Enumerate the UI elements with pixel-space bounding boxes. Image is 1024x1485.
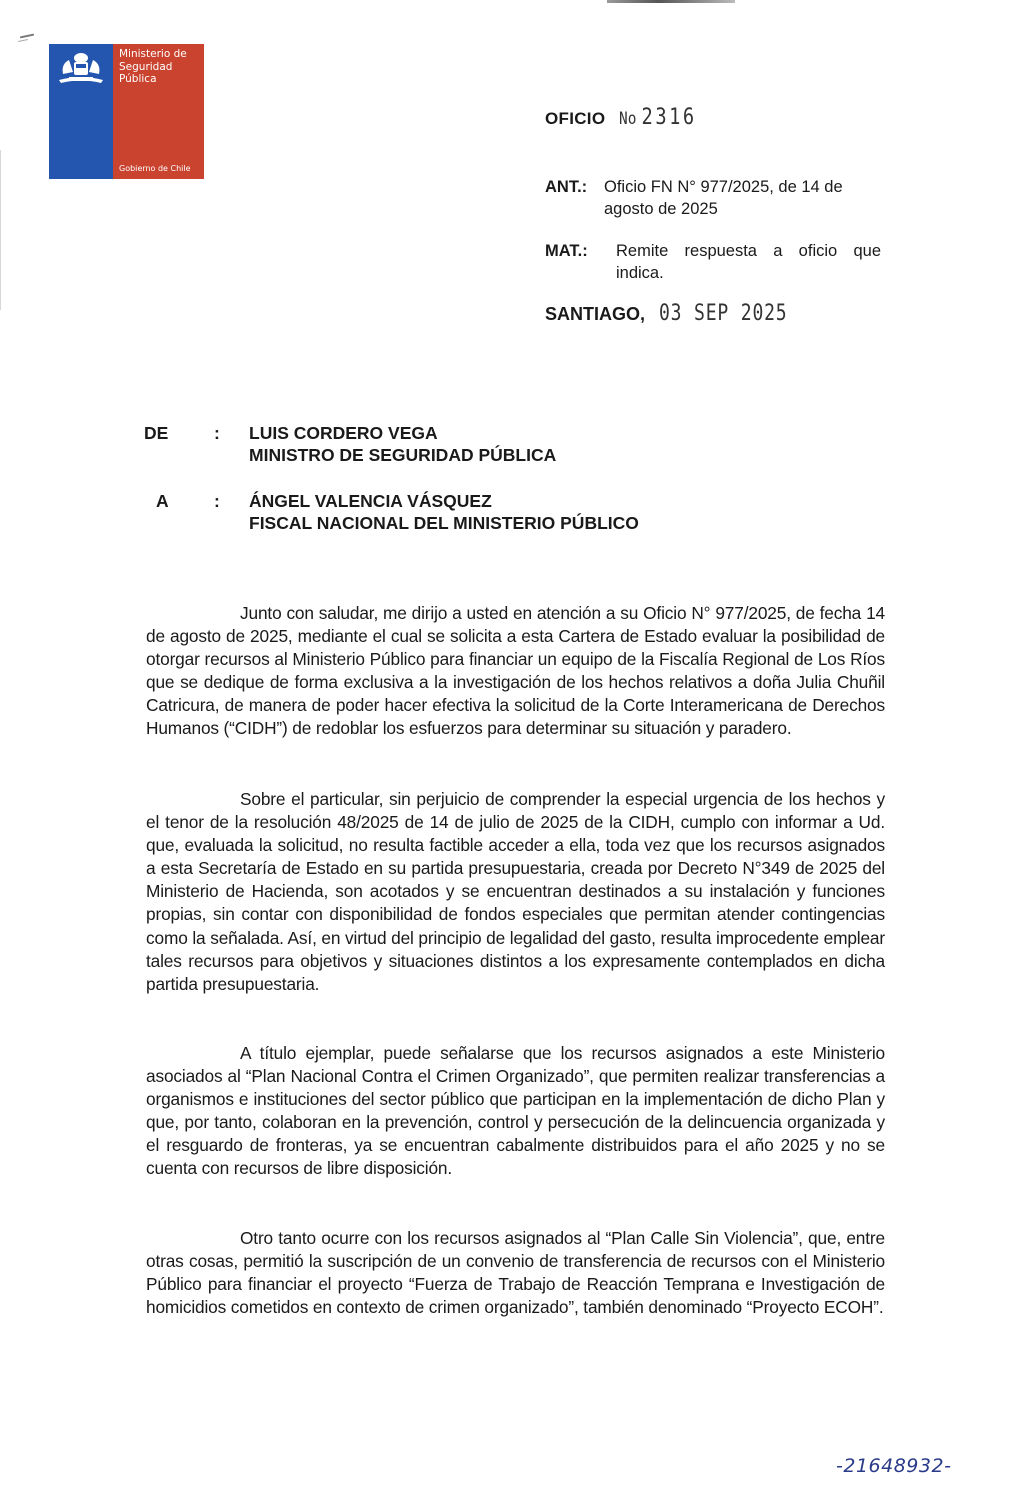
scan-artifact-top [607,0,735,3]
paragraph-text: Junto con saludar, me dirijo a usted en atención a su Oficio N° 977/2025, de fecha 14 de agosto de 2025, mediante el cual se solicita a esta Cartera de Estado evaluar la posibilidad de otorgar recursos al Ministerio Público para financiar un equipo de la Fiscalía Regional de Los Ríos que se dedique de forma exclusiva a la investigación de los hechos relativos a doña Julia Chuñil Catricura, de manera de poder hacer efectiva la solicitud de la Corte Interamericana de Derechos Humanos (“CIDH”) de redoblar los esfuerzos para determinar su situación y paradero. [146,603,885,739]
body-paragraph-1 [146,602,885,741]
ministry-logo [49,44,204,179]
sender-name: LUIS CORDERO VEGA [249,423,438,443]
body-paragraph-2 [146,788,885,996]
oficio-label: OFICIO [545,109,606,128]
recipient-block [144,490,639,534]
sender-label: DE [144,423,169,443]
oficio-number-line [545,105,711,130]
place-date-line [545,301,816,326]
sender-block [144,422,556,466]
mat-value: Remite respuesta a oficio que indica. [616,242,881,282]
logo-ministry-name: Ministerio de Seguridad Pública [119,48,187,85]
sender-separator: : [214,423,220,443]
paragraph-text: Sobre el particular, sin perjuicio de comprender la especial urgencia de los hechos y el tenor de la resolución 48/2025 de 14 de julio de 2025 de la CIDH, cumplo con informar a Ud. que, evaluada la solicitud, no resulta factible acceder a ella, toda vez que los recursos asignados a esta Secretaría de Estado en su partida presupuestaria, creada por Decreto N°349 de 2025 del Ministerio de Hacienda, son acotados y se encuentran destinados a su instalación y funciones propias, sin contar con disponibilidad de fondos especiales que permitan atender contingencias como la señalada. Así, en virtud del principio de legalidad del gasto, resulta improcedente emplear tales recursos para objetivos y situaciones distintos a los expresamente contemplados en dicha partida presupuestaria. [146,789,885,994]
body-paragraph-3 [146,1042,885,1181]
paragraph-text: Otro tanto ocurre con los recursos asignados al “Plan Calle Sin Violencia”, que, entre otras cosas, permitió la suscripción de un convenio de transferencia de recursos con el Ministerio Público para financiar el proyecto “Fuerza de Trabajo de Reacción Temprana e Investigación de homicidios cometidos en contexto de crimen organizado”, también denominado “Proyecto ECOH”. [146,1228,885,1318]
logo-red-panel [113,44,204,179]
logo-government: Gobierno de Chile [119,164,191,173]
sender-details [249,422,556,466]
oficio-number: 2316 [641,105,698,130]
scan-artifact-mark [20,34,34,39]
oficio-stamp [619,105,697,130]
scan-artifact-edge [0,150,1,310]
mat-reference [545,240,881,284]
logo-blue-panel [49,44,113,179]
place-label: SANTIAGO, [545,304,646,324]
recipient-name: ÁNGEL VALENCIA VÁSQUEZ [249,491,492,511]
body-paragraph-4 [146,1227,885,1319]
oficio-prefix: No [619,109,637,129]
recipient-label: A [156,491,169,511]
recipient-separator: : [214,491,220,511]
ant-label: ANT.: [545,178,588,196]
scan-artifact-mark [18,39,28,42]
date-stamp: 03 SEP 2025 [659,301,788,326]
mat-label: MAT.: [545,242,588,260]
coat-of-arms-icon [55,50,107,86]
ant-reference [545,176,884,220]
recipient-details [249,490,639,534]
ant-value: Oficio FN N° 977/2025, de 14 de agosto de 2025 [604,178,843,218]
handwritten-reference-number: -21648932- [836,1455,952,1477]
recipient-title: FISCAL NACIONAL DEL MINISTERIO PÚBLICO [249,513,639,533]
paragraph-text: A título ejemplar, puede señalarse que los recursos asignados a este Ministerio asociados al “Plan Nacional Contra el Crimen Organizado”, que permiten realizar transferencias a organismos e instituciones del sector público que participan en la implementación de dicho Plan y que, por tanto, colaboran en la prevención, control y persecución de la delincuencia organizada y el resguardo de fronteras, ya se encuentran cabalmente distribuidos para el año 2025 y no se cuenta con recursos de libre disposición. [146,1043,885,1179]
sender-title: MINISTRO DE SEGURIDAD PÚBLICA [249,445,557,465]
